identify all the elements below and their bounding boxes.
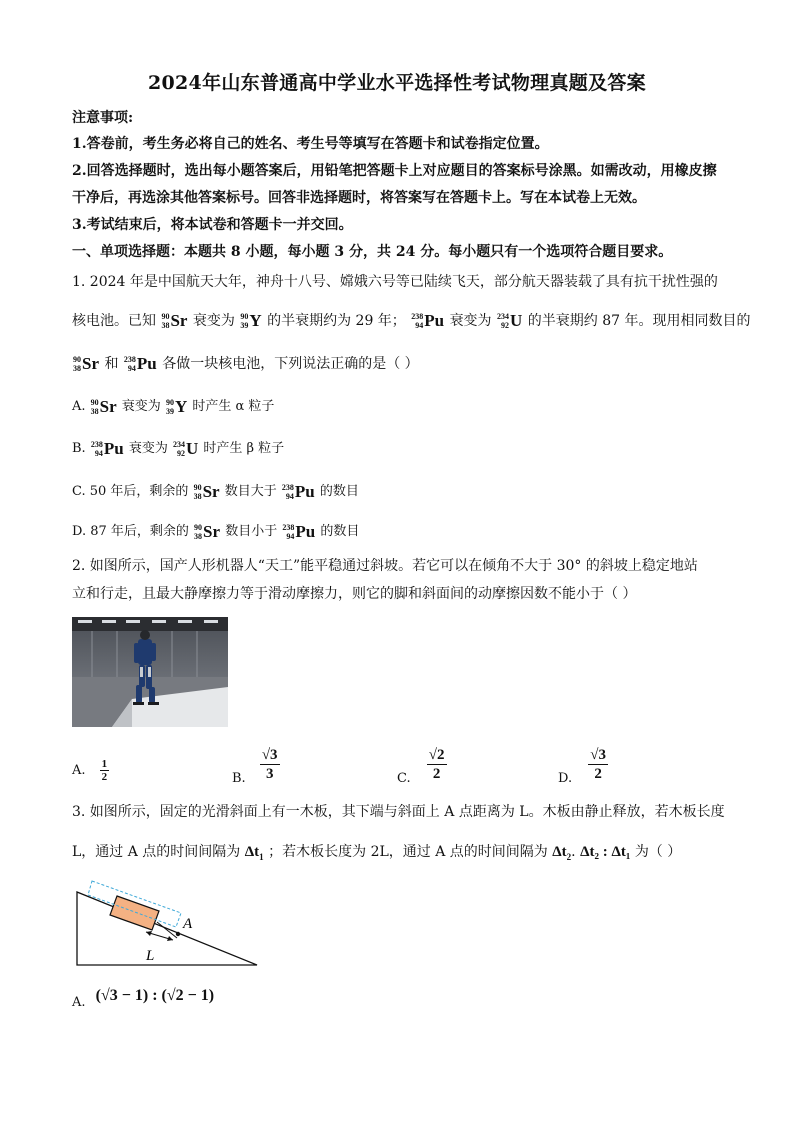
delta-t2 (552, 844, 571, 860)
note-3: 3.考试结束后，将本试卷和答题卡一并交回。 (72, 217, 353, 233)
distance-tick (157, 922, 177, 938)
element-symbol: Sr (202, 482, 220, 502)
point-a (176, 932, 180, 936)
element-symbol: Pu (136, 354, 157, 373)
q2-line-2: 立和行走，且最大静摩擦力等于滑动摩擦力，则它的脚和斜面间的动摩擦因数不能小于（ ） (72, 586, 637, 602)
element-symbol: Pu (295, 522, 316, 542)
nuclide-sr (91, 396, 117, 417)
atomic-number: 38 (90, 407, 99, 417)
note-1: 1.答卷前，考生务必将自己的姓名、考生号等填写在答题卡和试卷指定位置。 (72, 136, 549, 152)
nuclide-sr (194, 481, 220, 502)
option-text: D. 87 年后，剩余的 (72, 524, 189, 540)
delta-t1 (245, 844, 264, 860)
atomic-number: 94 (415, 321, 424, 330)
mass-number: 238 (90, 440, 103, 450)
atomic-number: 94 (127, 364, 136, 373)
nuclide-pu (282, 521, 315, 542)
element-symbol: U (185, 439, 199, 459)
atomic-number: 38 (193, 492, 202, 502)
nuclide-sr (73, 354, 99, 374)
numerator: √3 (261, 747, 278, 763)
q1-text: 核电池。已知 (72, 313, 156, 330)
nuclide-u (497, 311, 522, 331)
q3-text: L，通过 A 点的时间间隔为 (72, 844, 241, 860)
mass-number: 90 (194, 523, 203, 533)
nuclide-pu (282, 481, 315, 502)
option-text: 衰变为 (121, 399, 161, 415)
q1-option-b (72, 438, 732, 459)
delta-t-symbol: Δt (244, 844, 260, 860)
option-text: 时产生 β 粒子 (203, 441, 285, 457)
atomic-number: 94 (94, 449, 103, 459)
q3-option-a (72, 986, 732, 1013)
mass-number: 238 (123, 355, 136, 364)
notes-heading: 注意事项: (72, 110, 134, 126)
q1-text: 衰变为 (449, 313, 492, 330)
nuclide-u (173, 438, 198, 459)
nuclide-pu (411, 311, 444, 331)
element-symbol: U (510, 311, 523, 330)
subscript: 1 (259, 852, 264, 862)
numerator: √2 (428, 747, 445, 763)
mass-number: 90 (90, 398, 99, 408)
q1-line-3 (72, 354, 732, 374)
option-label: C. (397, 771, 411, 786)
option-label: B. (232, 771, 246, 786)
nuclide-pu (124, 354, 157, 374)
atomic-number: 92 (501, 321, 510, 330)
mass-number: 238 (282, 523, 295, 533)
q1-text: 衰变为 (192, 313, 235, 330)
mass-number: 90 (240, 312, 249, 321)
q1-option-a (72, 396, 732, 417)
option-text: 数目大于 (224, 484, 277, 500)
element-symbol: Sr (203, 522, 221, 542)
mass-number: 234 (172, 440, 185, 450)
q1-option-c (72, 481, 732, 502)
q1-text: 各做一块核电池，下列说法正确的是（ ） (162, 356, 419, 373)
q3-text: 为（ ） (634, 844, 682, 860)
atomic-number: 94 (285, 492, 294, 502)
q2-option-d (558, 746, 608, 786)
q3-text: . (571, 844, 576, 860)
denominator: 2 (101, 771, 108, 783)
q1-option-d (72, 521, 732, 542)
section-heading: 一、单项选择题：本题共 8 小题，每小题 3 分，共 24 分。每小题只有一个选项符合题目要求。 (72, 244, 673, 260)
q3-line-1: 3. 如图所示，固定的光滑斜面上有一木板，其下端与斜面上 A 点距离为 L。木板由静止释放，若木板长度 (72, 804, 725, 820)
label-l: L (146, 948, 155, 964)
element-symbol: Sr (99, 397, 117, 417)
note-2a: 2.回答选择题时，选出每小题答案后，用铅笔把答题卡上对应题目的答案标号涂黑。如需改动，用橡皮擦 (72, 163, 717, 179)
nuclide-y (240, 311, 261, 331)
mass-number: 90 (165, 398, 174, 408)
option-label: A. (72, 399, 90, 415)
numerator: √3 (590, 747, 606, 763)
page-title: 2024年山东普通高中学业水平选择性考试物理真题及答案 (148, 72, 646, 94)
option-text: 的数目 (319, 484, 359, 500)
element-symbol: Sr (170, 311, 188, 330)
mass-number: 90 (161, 312, 170, 321)
element-symbol: Pu (294, 482, 315, 502)
q2-option-c (397, 746, 447, 786)
fraction (427, 746, 447, 783)
mass-number: 234 (497, 312, 510, 321)
mass-number: 238 (281, 483, 294, 493)
option-text: 衰变为 (128, 441, 168, 457)
q2-option-b (232, 746, 280, 786)
subscript: 2 (566, 852, 572, 862)
note-2b: 干净后，再选涂其他答案标号。回答非选择题时，将答案写在答题卡上。写在本试卷上无效。 (72, 190, 646, 206)
q1-text: 和 (104, 356, 119, 373)
option-label: A. (72, 995, 86, 1010)
robot-photo (72, 617, 228, 727)
fraction (588, 746, 608, 783)
atomic-number: 94 (286, 532, 295, 542)
label-a: A (183, 916, 193, 932)
q3-text: ；若木板长度为 2L，通过 A 点的时间间隔为 (268, 844, 548, 860)
element-symbol: Pu (424, 311, 445, 330)
denominator: 2 (432, 766, 441, 782)
option-text: 时产生 α 粒子 (192, 399, 275, 415)
atomic-number: 39 (165, 407, 174, 417)
nuclide-y (166, 396, 187, 417)
option-label: B. (72, 441, 90, 457)
option-text: 的数目 (320, 524, 360, 540)
denominator: 2 (594, 766, 602, 782)
wooden-board (110, 896, 159, 930)
q1-line-2 (72, 311, 751, 331)
nuclide-pu (91, 438, 124, 459)
element-symbol: Sr (82, 354, 99, 373)
element-symbol: Pu (103, 439, 124, 459)
nuclide-sr (194, 521, 220, 542)
q1-text: 的半衰期约 87 年。现用相同数目的 (527, 313, 751, 330)
q1-line-1: 1. 2024 年是中国航天大年，神舟十八号、嫦娥六号等已陆续飞天，部分航天器装载了具有抗干扰性强的 (72, 274, 718, 290)
incline-triangle (77, 892, 257, 965)
nuclide-sr (161, 311, 187, 331)
denominator: 3 (265, 766, 274, 782)
q1-text: 的半衰期约为 29 年； (267, 313, 406, 330)
mass-number: 90 (193, 483, 202, 493)
atomic-number: 38 (194, 532, 203, 542)
incline-diagram (72, 872, 262, 972)
atomic-number: 92 (176, 449, 185, 459)
element-symbol: Y (249, 311, 262, 330)
option-expression: (√3 − 1) : (√2 − 1) (95, 987, 215, 1004)
robot-on-slope-illustration (72, 617, 228, 727)
atomic-number: 38 (73, 364, 81, 373)
numerator: 1 (101, 758, 108, 770)
fraction (260, 746, 280, 783)
fraction (100, 758, 110, 783)
option-text: 数目小于 (225, 524, 278, 540)
option-label: A. (72, 763, 86, 778)
q2-line-1: 2. 如图所示，国产人形机器人“天工”能平稳通过斜坡。若它可以在倾角不大于 30° 的斜坡上稳定地站 (72, 558, 698, 574)
time-ratio: Δt₂ : Δt₁ (580, 844, 631, 860)
q2-option-a (72, 758, 109, 783)
mass-number: 90 (73, 355, 81, 364)
atomic-number: 38 (161, 321, 170, 330)
mass-number: 238 (411, 312, 424, 321)
atomic-number: 39 (240, 321, 249, 330)
element-symbol: Y (174, 397, 188, 417)
delta-t-symbol: Δt (552, 844, 567, 860)
q3-line-2 (72, 842, 732, 867)
option-label: D. (558, 771, 573, 786)
option-text: C. 50 年后，剩余的 (72, 484, 189, 500)
